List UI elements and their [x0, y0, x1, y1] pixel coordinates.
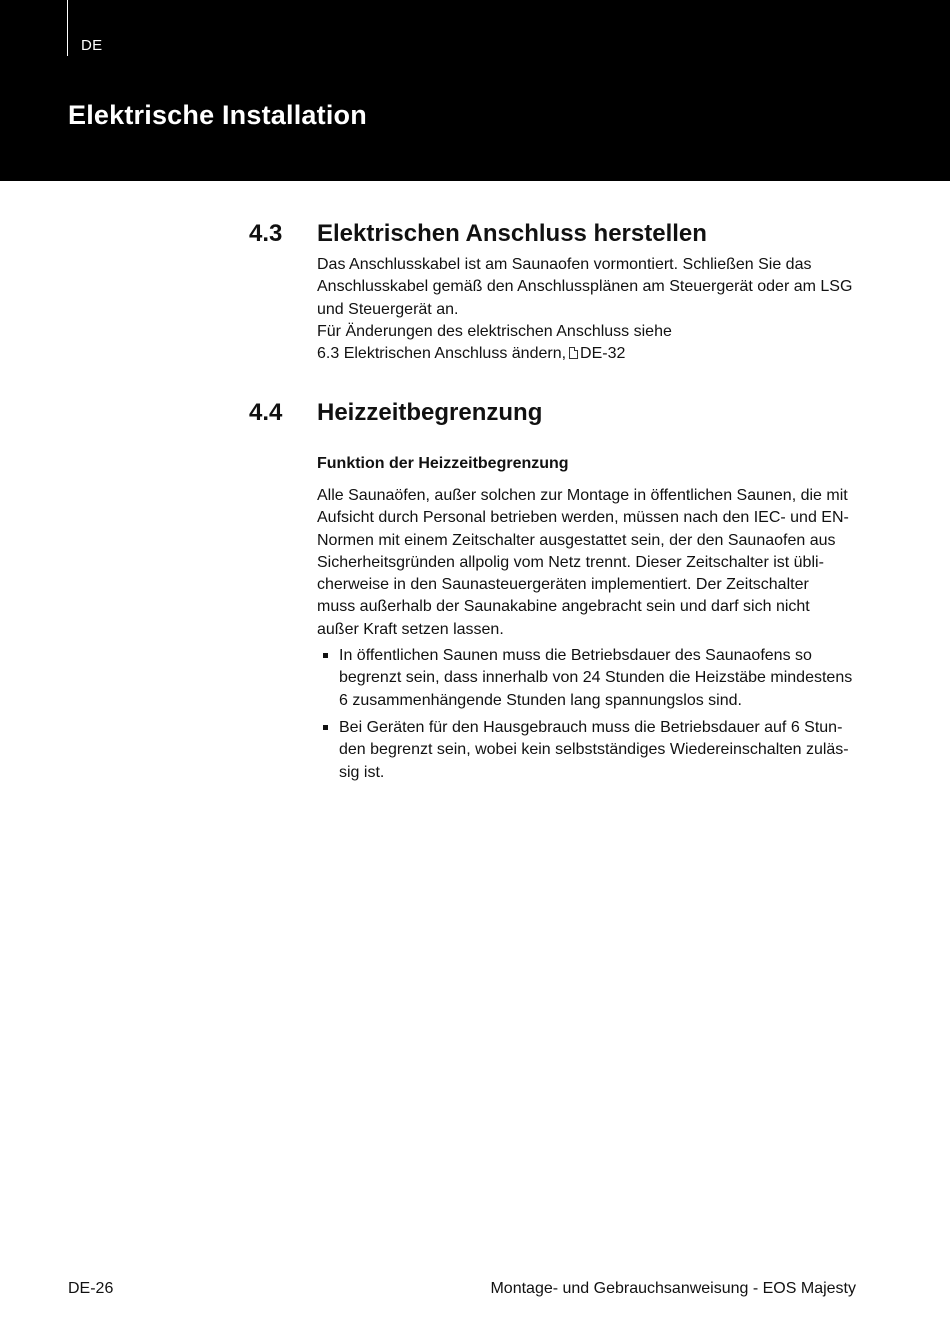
subheading: Funktion der Heizzeitbegrenzung [317, 455, 569, 472]
paragraph-line: Das Anschlusskabel ist am Saunaofen vormontiert. Schließen Sie das [317, 256, 812, 273]
bullet-square-icon [323, 653, 328, 658]
list-item-line: sig ist. [339, 763, 385, 781]
section-number: 4.3 [249, 220, 283, 247]
footer-page-number: DE-26 [68, 1280, 114, 1297]
section-heading [249, 220, 869, 252]
list-item-line: begrenzt sein, dass innerhalb von 24 Stunden die Heizstäbe mindestens [339, 669, 853, 687]
section-body [317, 254, 867, 365]
header-divider [67, 0, 68, 56]
document-icon [569, 347, 578, 359]
paragraph-line: Sicherheitsgründen allpolig vom Netz trennt. Dieser Zeitschalter ist übli- [317, 553, 824, 571]
cross-reference[interactable] [317, 343, 867, 365]
bullet-list [317, 645, 867, 784]
list-item-line: Bei Geräten für den Hausgebrauch muss die Betriebsdauer auf 6 Stun- [339, 718, 843, 736]
paragraph-line: Alle Saunaöfen, außer solchen zur Montage in öffentlichen Saunen, die mit [317, 487, 848, 504]
paragraph-line: Anschlusskabel gemäß den Anschlussplänen am Steuergerät oder am LSG [317, 278, 853, 296]
bullet-square-icon [323, 725, 328, 730]
list-item [317, 717, 867, 784]
section-heading [249, 399, 869, 431]
cross-reference-page[interactable]: DE-32 [580, 345, 626, 363]
paragraph-line: Für Änderungen des elektrischen Anschluss siehe [317, 322, 672, 340]
list-item-line: In öffentlichen Saunen muss die Betriebsdauer des Saunaofens so [339, 647, 812, 665]
paragraph-line: Aufsicht durch Personal betrieben werden, müssen nach den IEC- und EN- [317, 509, 849, 527]
paragraph-line: Normen mit einem Zeitschalter ausgestattet sein, der den Saunaofen aus [317, 531, 836, 549]
paragraph-line: muss außerhalb der Saunakabine angebracht sein und darf sich nicht [317, 598, 810, 616]
section-number: 4.4 [249, 399, 283, 426]
list-item [317, 645, 867, 712]
section-4-3 [249, 220, 869, 365]
chapter-title: Elektrische Installation [68, 100, 367, 130]
paragraph-line: cherweise in den Saunasteuergeräten implementiert. Der Zeitschalter [317, 576, 809, 594]
paragraph [317, 485, 867, 641]
section-4-4 [249, 399, 869, 789]
footer-document-title: Montage- und Gebrauchsanweisung - EOS Majesty [490, 1280, 856, 1297]
cross-reference-text[interactable]: 6.3 Elektrischen Anschluss ändern, [317, 345, 567, 363]
paragraph-line: außer Kraft setzen lassen. [317, 620, 504, 638]
paragraph-line: und Steuergerät an. [317, 300, 459, 318]
language-tag: DE [81, 37, 103, 54]
section-title: Elektrischen Anschluss herstellen [317, 220, 707, 247]
chapter-header [0, 0, 950, 181]
section-body [317, 453, 867, 784]
section-title: Heizzeitbegrenzung [317, 399, 543, 426]
list-item-line: den begrenzt sein, wobei kein selbstständiges Wiedereinschalten zuläs- [339, 741, 849, 759]
list-item-line: 6 zusammenhängende Stunden lang spannungslos sind. [339, 691, 742, 709]
